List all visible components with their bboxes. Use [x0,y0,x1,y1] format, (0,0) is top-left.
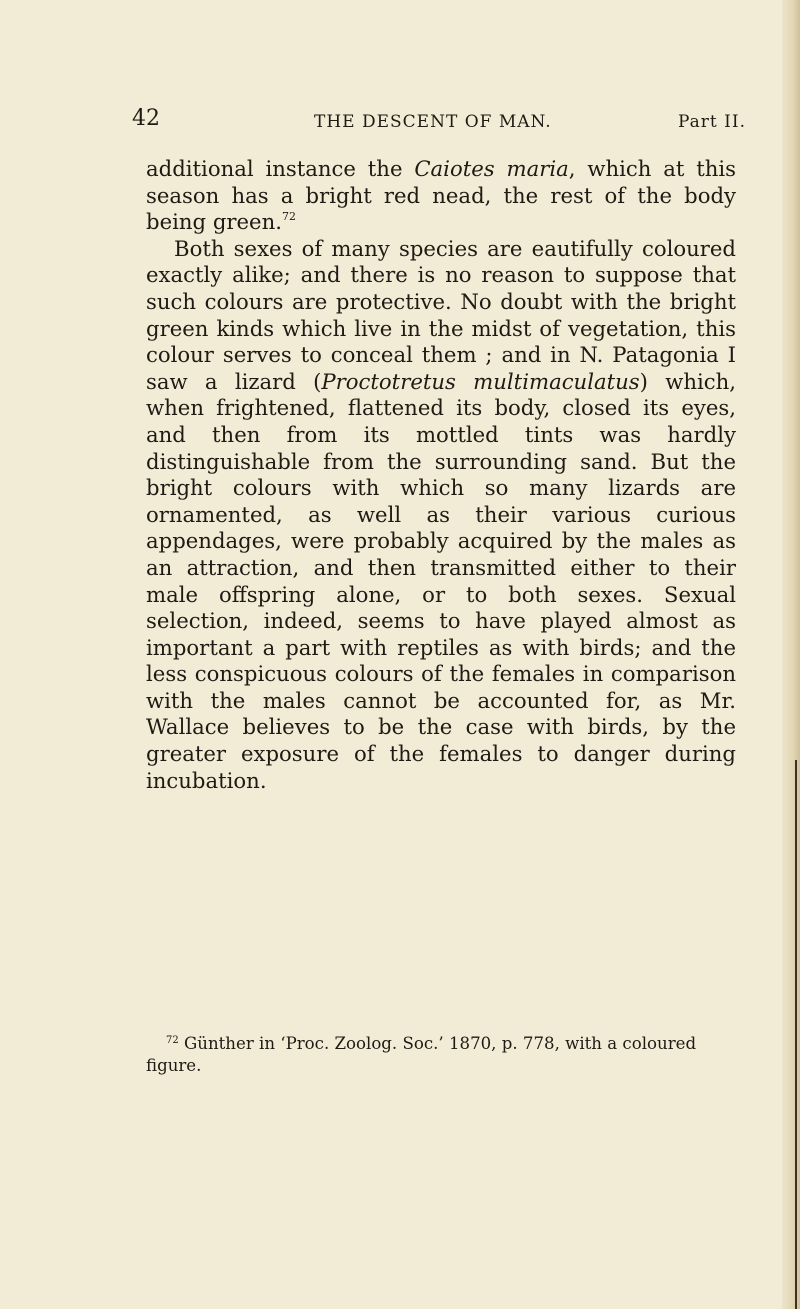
page-number: 42 [132,106,160,131]
body-text [146,156,736,794]
paragraph-2 [146,236,736,794]
footnote-text: Günther in ‘Proc. Zoolog. Soc.’ 1870, p. 778, with a coloured figure. [146,1034,697,1075]
species-name-proctotretus: Proctotretus multimaculatus [321,368,640,394]
paragraph-2-text-a: Both sexes of many species are eautifully coloured exactly alike; and there is no reason to suppose that such colours are protective. No doubt with the bright green kinds which live in the midst of vegetation, this colour serves to conceal them ; and in N. Patagonia I saw a lizard ( [146,235,736,394]
page-edge-line [795,760,797,1309]
paragraph-1-text-a: additional instance the [146,156,415,181]
page-edge [782,0,800,1309]
page-header [132,106,746,142]
footnote [146,1033,736,1077]
paragraph-1-text-c: , which at this season has a bright red nead, the rest of the body being green. [146,156,737,235]
paragraph-2-text-c: ) which, when frightened, flattened its body, closed its eyes, and then from its mottled tints was hardly distinguishable from the surrounding sand. But the bright colours with which so many lizards are ornamented, as well as their various curious appendages, were probably acquired by the males as an attraction, and then transmitted either to their male offspring alone, or to both sexes. Sexual selection, indeed, seems to have played almost as important a part with reptiles as with birds; and the less conspicuous colours of the females in comparison with the males cannot be accounted for, as Mr. Wallace believes to be the case with birds, by the greater exposure of the females to danger during incubation. [146,368,736,793]
part-label: Part II. [677,112,746,132]
paragraph-1 [146,156,736,236]
footnote-reference[interactable]: 72 [281,210,296,224]
species-name-calotes: Caiotes maria [414,156,569,181]
running-title: THE DESCENT OF MAN. [314,112,552,132]
footnote-marker: 72 [166,1035,179,1046]
